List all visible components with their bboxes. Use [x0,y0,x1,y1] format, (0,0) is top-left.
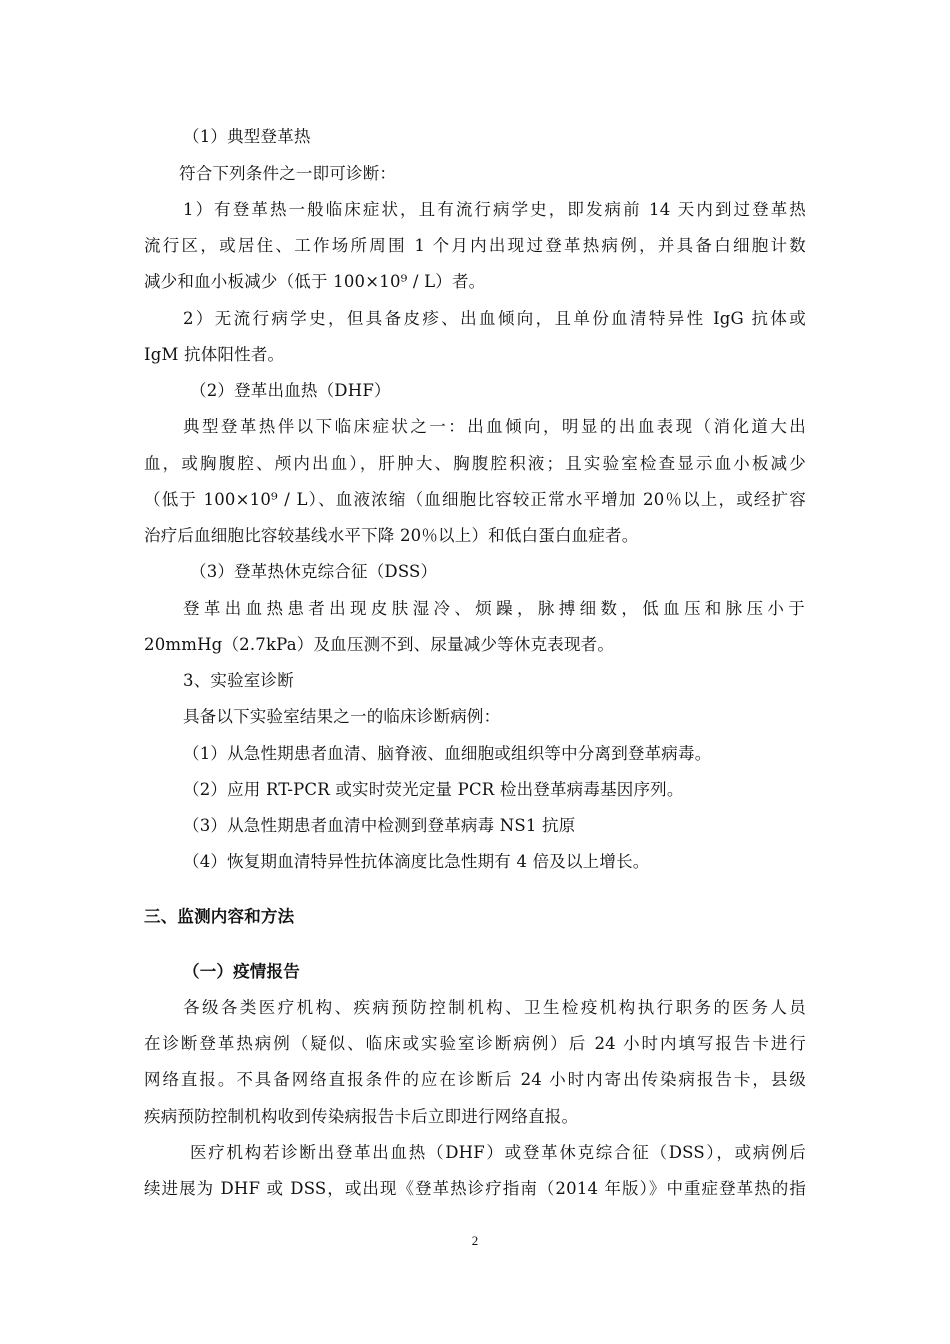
paragraph-line: 疾病预防控制机构收到传染病报告卡后立即进行网络直报。 [144,1107,579,1126]
paragraph-line: 典型登革热伴以下临床症状之一：出血倾向，明显的出血表现（消化道大出 [183,417,806,436]
paragraph-line: 在诊断登革热病例（疑似、临床或实验室诊断病例）后 24 小时内填写报告卡进行 [144,1034,806,1053]
paragraph-line: 医疗机构若诊断出登革出血热（DHF）或登革休克综合征（DSS），或病例后 [190,1143,806,1162]
paragraph-line: 具备以下实验室结果之一的临床诊断病例： [183,707,501,726]
list-item: （1）从急性期患者血清、脑脊液、血细胞或组织等中分离到登革病毒。 [183,744,712,763]
paragraph-line: 1）有登革热一般临床症状，且有流行病学史，即发病前 14 天内到过登革热 [183,200,806,219]
paragraph-line: （低于 100×10⁹ / L）、血液浓缩（血细胞比容较正常水平增加 20％以上，或经扩容 [144,490,806,509]
paragraph-line: 网络直报。不具备网络直报条件的应在诊断后 24 小时内寄出传染病报告卡，县级 [144,1070,806,1089]
paragraph-line: 各级各类医疗机构、疾病预防控制机构、卫生检疫机构执行职务的医务人员 [183,998,806,1017]
subheading-lab-diagnosis: 3、实验室诊断 [183,671,294,690]
subheading-typical-dengue: （1）典型登革热 [183,127,311,146]
paragraph-line: 2）无流行病学史，但具备皮疹、出血倾向，且单份血清特异性 IgG 抗体或 [183,309,806,328]
paragraph-line: 治疗后血细胞比容较基线水平下降 20％以上）和低白蛋白血症者。 [144,526,639,545]
paragraph-line: 流行区，或居住、工作场所周围 1 个月内出现过登革热病例，并具备白细胞计数 [144,236,806,255]
paragraph-line: 续进展为 DHF 或 DSS，或出现《登革热诊疗指南（2014 年版）》中重症登革热的指 [144,1179,806,1198]
paragraph-line: 符合下列条件之一即可诊断： [179,164,397,183]
page-number: 2 [471,1233,479,1248]
paragraph-line: IgM 抗体阳性者。 [144,345,285,364]
paragraph-line: 血，或胸腹腔、颅内出血），肝肿大、胸腹腔积液；且实验室检查显示血小板减少 [144,454,806,473]
paragraph-line: 减少和血小板减少（低于 100×10⁹ / L）者。 [144,272,486,291]
subsection-heading: （一）疫情报告 [183,962,300,981]
subheading-dss: （3）登革热休克综合征（DSS） [190,562,438,581]
list-item: （3）从急性期患者血清中检测到登革病毒 NS1 抗原 [183,816,576,835]
subheading-dhf: （2）登革出血热（DHF） [190,381,391,400]
paragraph-line: 20mmHg（2.7kPa）及血压测不到、尿量减少等休克表现者。 [144,635,615,654]
section-heading: 三、监测内容和方法 [144,907,295,926]
list-item: （4）恢复期血清特异性抗体滴度比急性期有 4 倍及以上增长。 [183,852,650,871]
list-item: （2）应用 RT-PCR 或实时荧光定量 PCR 检出登革病毒基因序列。 [183,780,684,799]
paragraph-line: 登革出血热患者出现皮肤湿冷、烦躁，脉搏细数，低血压和脉压小于 [183,599,806,618]
